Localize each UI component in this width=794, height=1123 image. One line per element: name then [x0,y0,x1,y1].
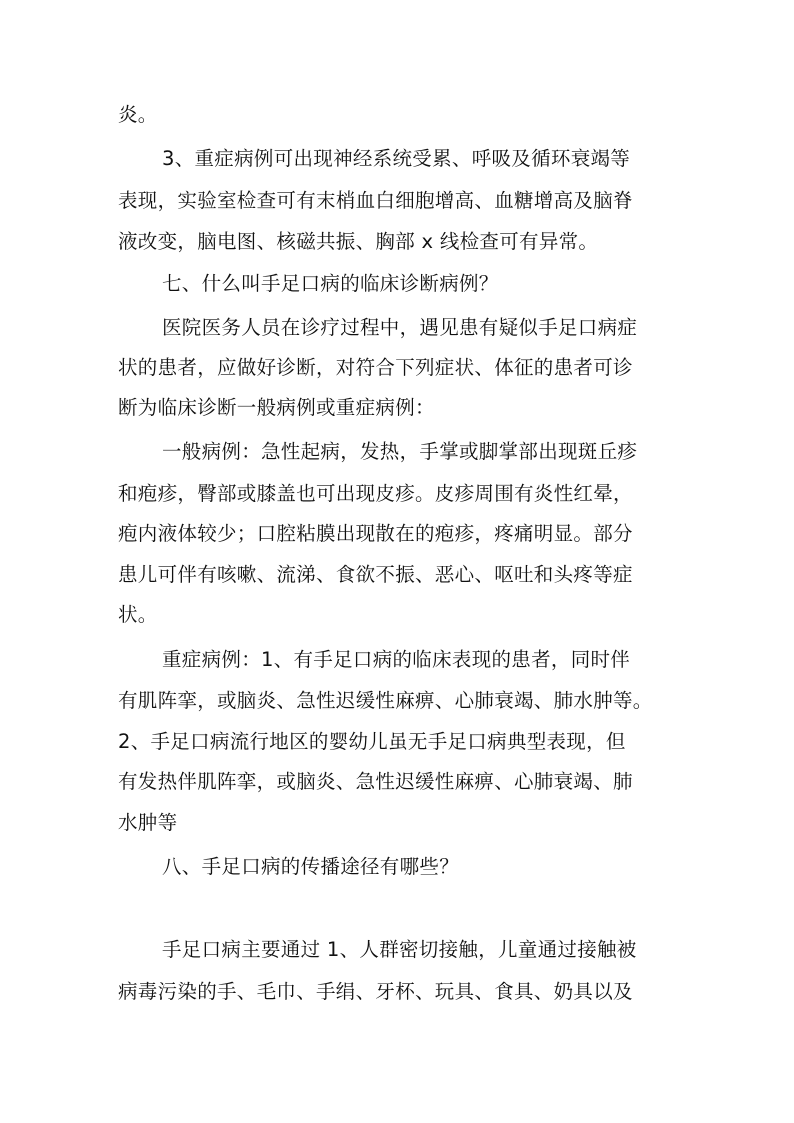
text-line: 状。 [118,603,158,626]
text-line: 炎。 [118,103,158,126]
section-heading: 八、手足口病的传播途径有哪些？ [162,855,460,878]
text-line: 状的患者，应做好诊断，对符合下列症状、体征的患者可诊 [118,356,633,379]
text-line: 医院医务人员在诊疗过程中，遇见患有疑似手足口病症 [162,316,638,339]
text-line: 液改变，脑电图、核磁共振、胸部 x 线检查可有异常。 [118,230,599,253]
section-heading: 七、什么叫手足口病的临床诊断病例？ [162,272,499,295]
text-line: 和疱疹，臀部或膝盖也可出现皮疹。皮疹周围有炎性红晕， [118,482,633,505]
text-line: 表现，实验室检查可有末梢血白细胞增高、血糖增高及脑脊 [118,189,633,212]
text-line: 病毒污染的手、毛巾、手绢、牙杯、玩具、食具、奶具以及 [118,980,633,1003]
text-line: 患儿可伴有咳嗽、流涕、食欲不振、恶心、呕吐和头疼等症 [118,563,633,586]
text-line: 有发热伴肌阵挛，或脑炎、急性迟缓性麻痹、心肺衰竭、肺 [118,770,633,793]
text-line: 重症病例：1、有手足口病的临床表现的患者，同时伴 [162,648,631,671]
text-line: 2、手足口病流行地区的婴幼儿虽无手足口病典型表现，但 [118,730,626,753]
text-line: 手足口病主要通过 1、人群密切接触，儿童通过接触被 [162,938,637,961]
text-line: 水肿等 [118,811,178,834]
text-line: 一般病例：急性起病，发热，手掌或脚掌部出现斑丘疹 [162,440,638,463]
text-line: 断为临床诊断一般病例或重症病例： [118,396,435,419]
text-line: 3、重症病例可出现神经系统受累、呼吸及循环衰竭等 [162,147,631,170]
text-line: 有肌阵挛，或脑炎、急性迟缓性麻痹、心肺衰竭、肺水肿等。 [118,689,653,712]
text-line: 疱内液体较少；口腔粘膜出现散在的疱疹，疼痛明显。部分 [118,522,633,545]
